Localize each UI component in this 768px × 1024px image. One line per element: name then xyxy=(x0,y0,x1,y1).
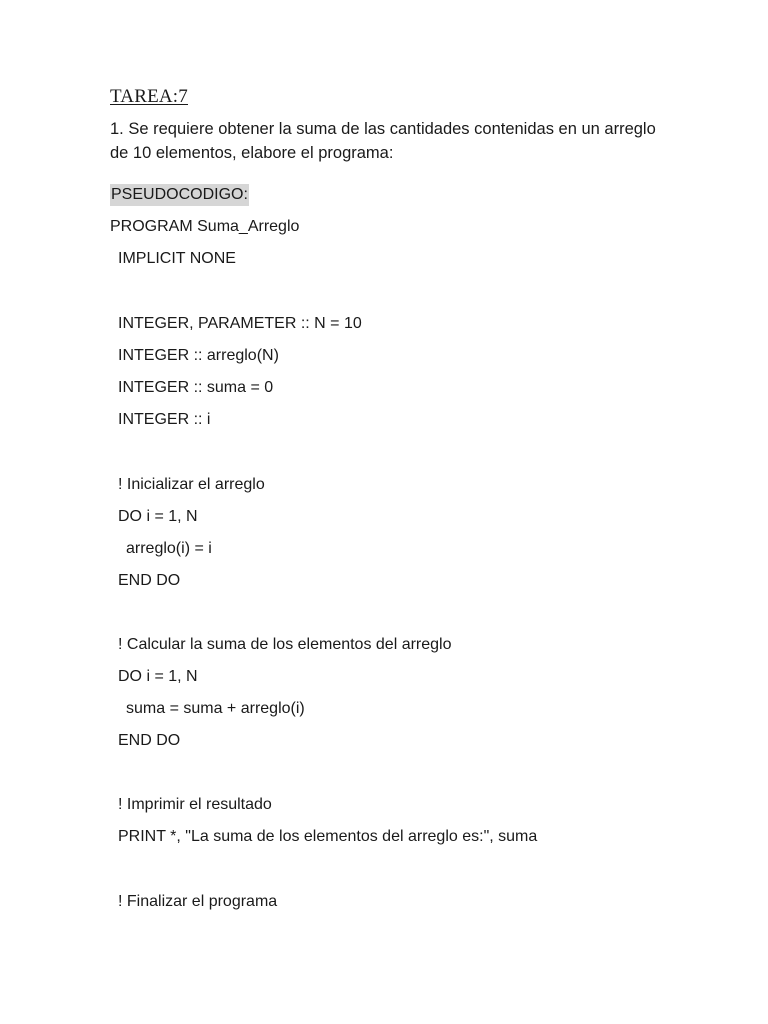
code-line-decl-arreglo: INTEGER :: arreglo(N) xyxy=(118,347,279,364)
pseudocode-label: PSEUDOCODIGO: xyxy=(110,184,249,206)
code-line-assign2: suma = suma + arreglo(i) xyxy=(126,700,305,717)
code-line-enddo1: END DO xyxy=(118,572,181,589)
code-comment-print: ! Imprimir el resultado xyxy=(118,796,272,813)
code-line-program: PROGRAM Suma_Arreglo xyxy=(110,218,300,235)
code-comment-sum: ! Calcular la suma de los elementos del arreglo xyxy=(118,636,452,653)
code-line-do2: DO i = 1, N xyxy=(118,668,198,685)
code-line-implicit: IMPLICIT NONE xyxy=(118,250,236,267)
code-line-decl-suma: INTEGER :: suma = 0 xyxy=(118,379,274,396)
code-line-enddo2: END DO xyxy=(118,732,181,749)
question-text: 1. Se requiere obtener la suma de las cantidades contenidas en un arreglo de 10 elementos, elabore el programa: xyxy=(110,120,656,162)
code-line-decl-i: INTEGER :: i xyxy=(118,411,211,428)
code-line-print: PRINT *, "La suma de los elementos del arreglo es:", suma xyxy=(118,828,538,845)
code-comment-end: ! Finalizar el programa xyxy=(118,893,278,910)
code-line-assign1: arreglo(i) = i xyxy=(126,540,212,557)
document-title: TAREA:7 xyxy=(110,86,188,107)
code-comment-init: ! Inicializar el arreglo xyxy=(118,476,265,493)
code-line-decl-n: INTEGER, PARAMETER :: N = 10 xyxy=(118,315,362,332)
code-line-do1: DO i = 1, N xyxy=(118,508,198,525)
